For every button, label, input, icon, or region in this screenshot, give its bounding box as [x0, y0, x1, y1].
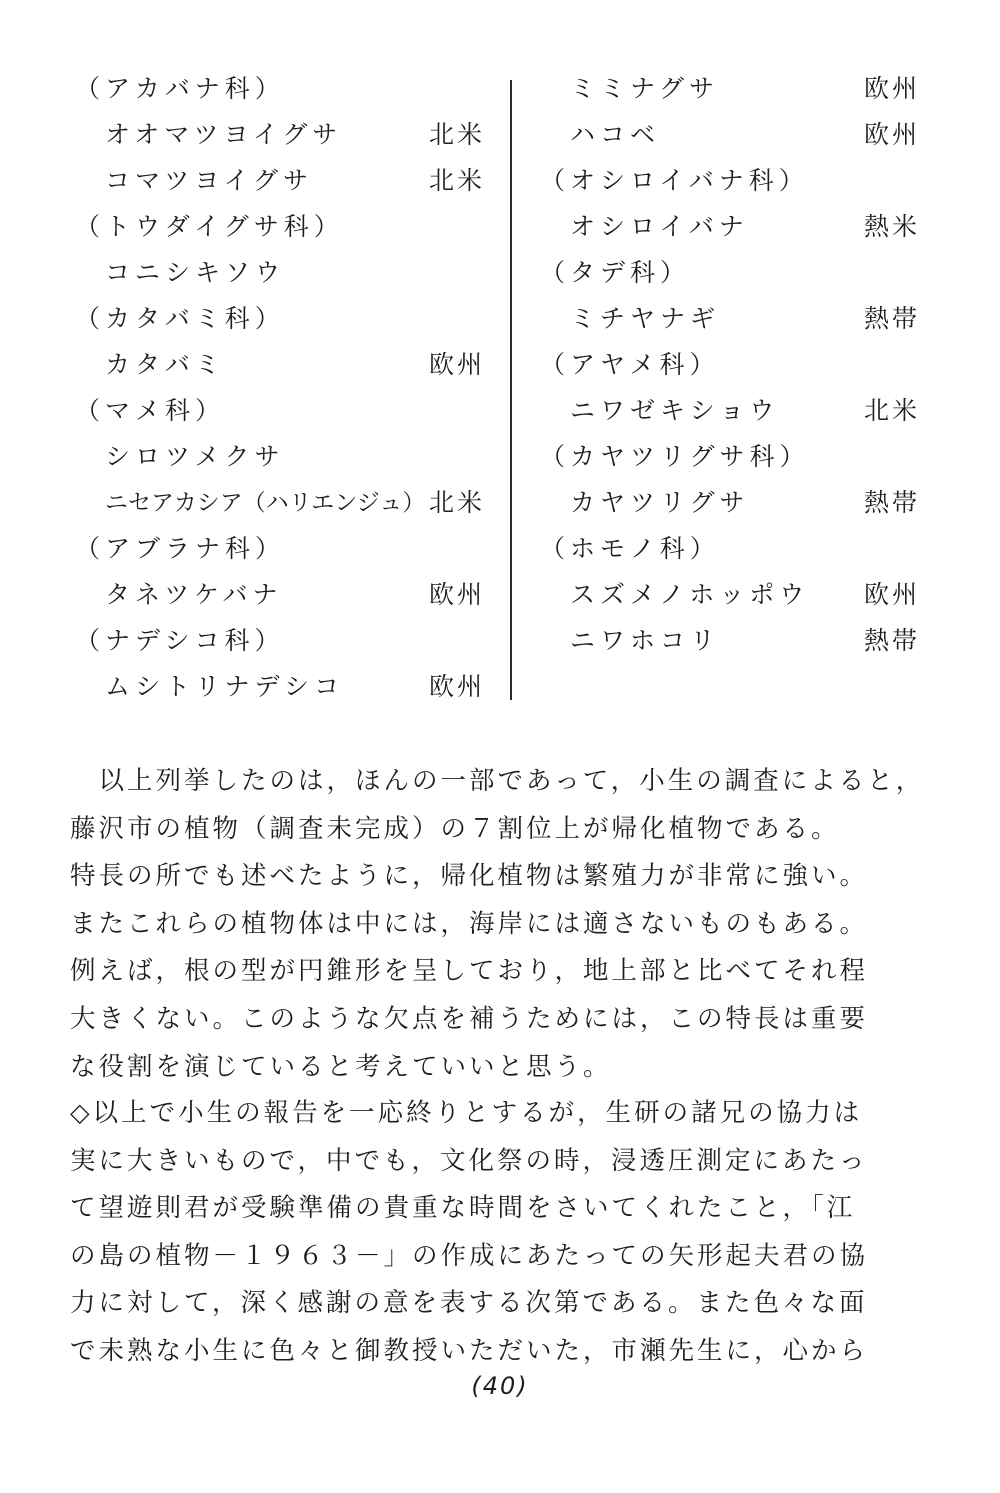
body-paragraph-1	[70, 758, 930, 1091]
list-item	[540, 618, 920, 664]
plant-name: オシロイバナ	[570, 212, 749, 241]
origin-region: 熱帯	[863, 304, 920, 333]
origin-region: 欧州	[428, 672, 485, 701]
list-item	[75, 572, 485, 618]
list-item	[540, 158, 920, 204]
family-name: （アカバナ科）	[75, 74, 285, 103]
list-item	[75, 618, 485, 664]
plant-name: ミミナグサ	[570, 74, 720, 103]
origin-region: 欧州	[428, 350, 485, 379]
family-name: （カヤツリグサ科）	[540, 442, 810, 471]
list-item	[540, 296, 920, 342]
list-item	[540, 250, 920, 296]
list-item	[75, 526, 485, 572]
list-item	[75, 250, 485, 296]
list-item	[540, 480, 920, 526]
plant-name: カヤツリグサ	[570, 488, 750, 517]
family-name: （マメ科）	[75, 396, 226, 425]
family-name: （タデ科）	[540, 258, 691, 287]
family-name: （オシロイバナ科）	[540, 166, 809, 195]
text-line: 力に対して，深く感謝の意を表する次第である。また色々な面	[70, 1288, 868, 1319]
plant-name: ハコベ	[570, 120, 661, 149]
family-name: （トウダイグサ科）	[75, 212, 344, 241]
text-line: で未熟な小生に色々と御教授いただいた，市瀬先生に，心から	[70, 1335, 869, 1366]
text-line: 例えば，根の型が円錐形を呈しており，地上部と比べてそれ程	[70, 956, 869, 987]
text-line: 大きくない。このような欠点を補うためには，この特長は重要	[70, 1003, 869, 1034]
list-item	[75, 480, 485, 526]
list-item	[75, 66, 485, 112]
family-name: （アブラナ科）	[75, 534, 286, 563]
right-species-list	[540, 66, 920, 664]
list-item	[540, 572, 920, 618]
page-number: (40)	[471, 1372, 529, 1400]
family-name: （ホモノ科）	[540, 534, 720, 563]
family-name: （カタバミ科）	[75, 304, 285, 333]
text-line: の島の植物－１９６３－」の作成にあたっての矢形起夫君の協	[70, 1240, 869, 1271]
origin-region: 熱米	[863, 212, 920, 241]
left-species-list	[75, 66, 485, 710]
list-item	[75, 158, 485, 204]
plant-name: カタバミ	[105, 350, 225, 379]
list-item	[540, 204, 920, 250]
plant-name: オオマツヨイグサ	[105, 120, 343, 149]
list-item	[75, 204, 485, 250]
list-item	[75, 342, 485, 388]
text-line: な役割を演じていると考えていいと思う。	[70, 1051, 612, 1082]
list-item	[540, 388, 920, 434]
column-divider	[510, 80, 512, 700]
body-paragraph-2	[70, 1090, 930, 1376]
origin-region: 欧州	[863, 74, 920, 103]
list-item	[540, 66, 920, 112]
plant-name: ニワホコリ	[570, 626, 721, 655]
origin-region: 北米	[428, 166, 485, 195]
origin-region: 熱帯	[863, 488, 920, 517]
text-line: 以上列挙したのは，ほんの一部であって，小生の調査によると，藤沢市の植物（調査未完成）の７割位上が帰化植物である。	[70, 766, 925, 844]
list-item	[75, 664, 485, 710]
plant-name: スズメノホッポウ	[570, 580, 810, 609]
text-line: 実に大きいもので，中でも，文化祭の時，浸透圧測定にあたっ	[70, 1145, 868, 1176]
origin-region: 北米	[428, 488, 485, 517]
plant-name: ムシトリナデシコ	[105, 672, 345, 701]
family-name: （アヤメ科）	[540, 350, 720, 379]
origin-region: 熱帯	[863, 626, 920, 655]
plant-name: シロツメクサ	[105, 442, 285, 471]
list-item	[540, 112, 920, 158]
list-item	[540, 342, 920, 388]
plant-name: ニワゼキショウ	[570, 396, 780, 425]
plant-name: ミチヤナギ	[570, 304, 721, 333]
text-line: 特長の所でも述べたように，帰化植物は繁殖力が非常に強い。	[70, 861, 869, 892]
origin-region: 欧州	[863, 580, 920, 609]
text-line: て望遊則君が受験準備の貴重な時間をさいてくれたこと，「江	[70, 1193, 856, 1224]
list-item	[75, 296, 485, 342]
plant-name: コマツヨイグサ	[105, 166, 314, 195]
list-item	[75, 434, 485, 480]
text-line: ◇以上で小生の報告を一応終りとするが，生研の諸兄の協力は	[70, 1098, 863, 1128]
plant-name: コニシキソウ	[105, 258, 286, 287]
origin-region: 欧州	[863, 120, 920, 149]
list-item	[75, 112, 485, 158]
plant-name: タネツケバナ	[105, 580, 283, 609]
plant-name: ニセアカシア（ハリエンジュ）	[105, 490, 426, 516]
origin-region: 欧州	[428, 580, 485, 609]
origin-region: 北米	[428, 120, 485, 149]
origin-region: 北米	[863, 396, 920, 425]
list-item	[540, 526, 920, 572]
family-name: （ナデシコ科）	[75, 626, 285, 655]
list-item	[540, 434, 920, 480]
text-line: またこれらの植物体は中には，海岸には適さないものもある。	[70, 908, 869, 939]
list-item	[75, 388, 485, 434]
